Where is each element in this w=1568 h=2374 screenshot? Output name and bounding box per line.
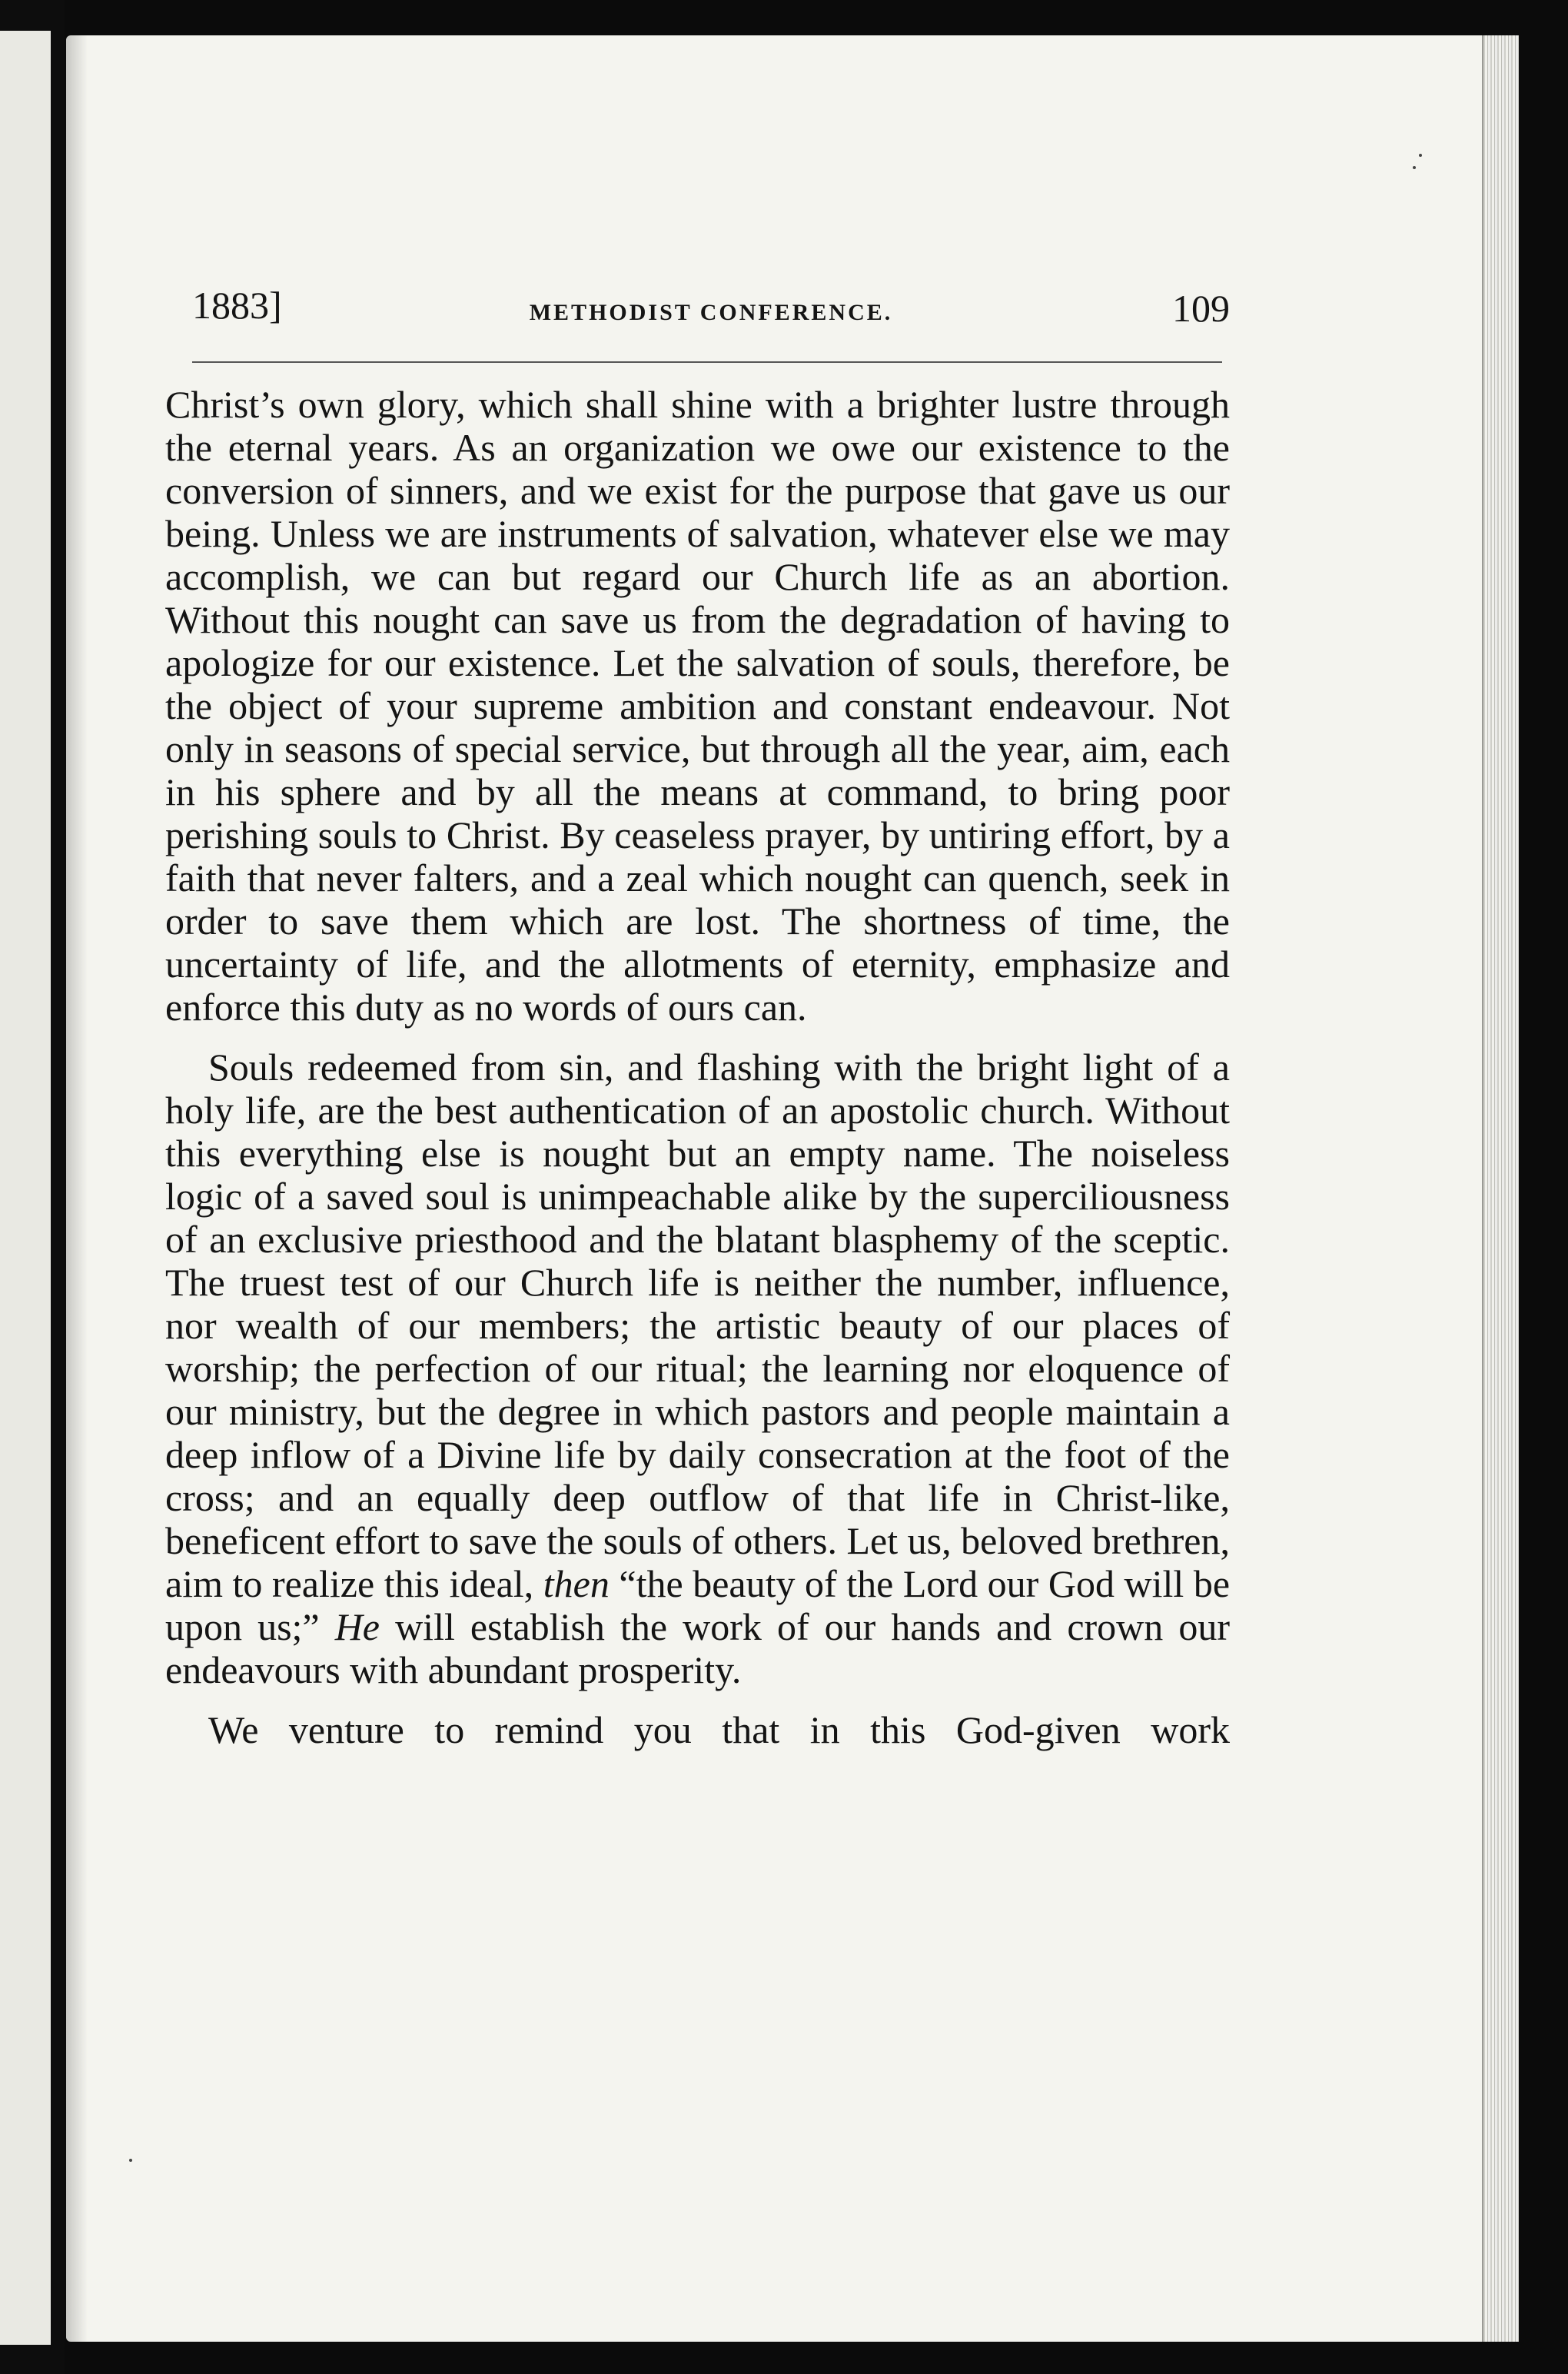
paragraph-3-text: We venture to remind you that in this God-given work	[208, 1708, 1230, 1751]
paragraph-2-italic-then: then	[543, 1562, 610, 1605]
paragraph-1	[165, 383, 1230, 1029]
paragraph-3	[165, 1708, 1230, 1751]
paragraph-1-text: Christ’s own glory, which shall shine with a brighter lustre through the eternal years. As an organization we owe our existence to the conversion of sinners, and we exist for the purpose that gave us our being. Unless we are instruments of salvation, whatever else we may accomplish, we can but regard our Church life as an abortion. Without this nought can save us from the degradation of having to apologize for our existence. Let the salvation of souls, therefore, be the object of your supreme ambition and constant endeavour. Not only in seasons of special service, but through all the year, aim, each in his sphere and by all the means at command, to bring poor perishing souls to Christ. By ceaseless prayer, by untiring effort, by a faith that never falters, and a zeal which nought can quench, seek in order to save them which are lost. The shortness of time, the uncertainty of life, and the allotments of eternity, emphasize and enforce this duty as no words of ours can.	[165, 383, 1230, 1029]
page-edges	[1482, 35, 1519, 2342]
header-rule	[192, 361, 1222, 363]
paragraph-2	[165, 1046, 1230, 1691]
scan-speck	[1413, 166, 1416, 169]
paragraph-2-text-b: “the beauty of the Lord our God will be upon us;”	[165, 1562, 1231, 1648]
gutter-shadow	[66, 35, 88, 2342]
running-head-title: METHODIST CONFERENCE.	[529, 300, 893, 325]
paragraph-2-italic-he: He	[334, 1605, 380, 1648]
scan-speck	[129, 2159, 132, 2162]
paragraph-2-text-c: will establish the work of our hands and crown our endeavours with abundant prosperity.	[165, 1605, 1231, 1691]
body-text	[165, 383, 1230, 1751]
running-head-year: 1883]	[192, 284, 282, 327]
running-head	[192, 283, 1230, 337]
scan-speck	[1419, 154, 1422, 157]
page-number: 109	[1172, 287, 1230, 330]
paragraph-2-text-a: Souls redeemed from sin, and flashing with the bright light of a holy life, are the best authentication of an apostolic church. Without this everything else is nought but an empty name. The noiseless logic of a saved soul is unimpeachable alike by the superciliousness of an exclusive priesthood and the blatant blasphemy of the sceptic. The truest test of our Church life is neither the number, influence, nor wealth of our members; the artistic beauty of our places of worship; the perfection of our ritual; the learning nor eloquence of our ministry, but the degree in which pastors and people maintain a deep inflow of a Divine life by daily consecration at the foot of the cross; and an equally deep outflow of that life in Christ-like, beneficent effort to save the souls of others. Let us, beloved brethren, aim to realize this ideal,	[165, 1046, 1230, 1605]
facing-page-edge	[0, 31, 51, 2345]
